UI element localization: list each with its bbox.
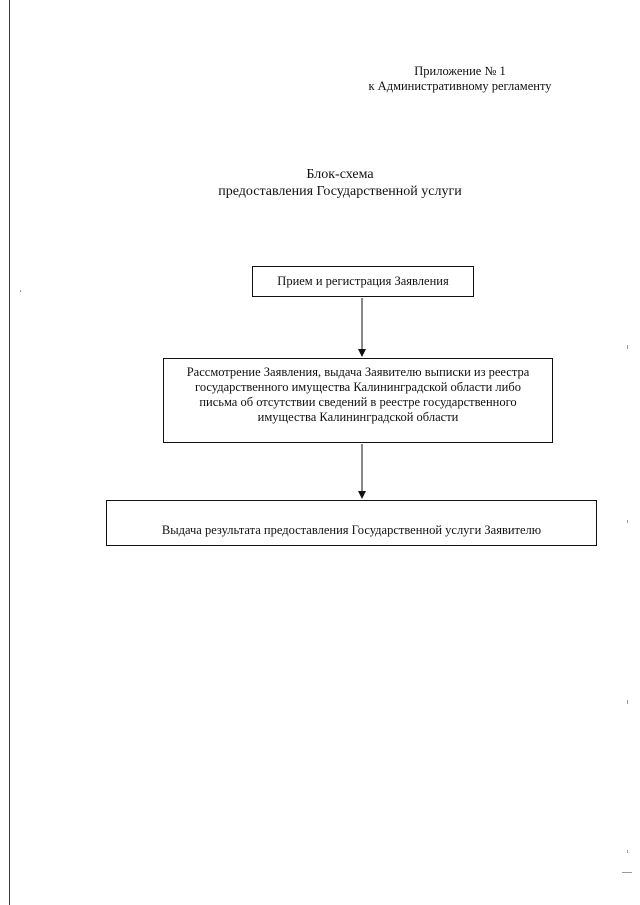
appendix-note bbox=[330, 64, 590, 94]
appendix-number: Приложение № 1 bbox=[414, 64, 506, 78]
flow-step-2-line-4: имущества Калининградской области bbox=[257, 410, 459, 424]
scan-speck bbox=[627, 850, 628, 853]
scan-speck bbox=[622, 872, 632, 873]
scan-speck bbox=[627, 345, 628, 349]
flow-step-2 bbox=[163, 358, 553, 443]
flow-step-1 bbox=[252, 266, 474, 297]
appendix-reference: к Административному регламенту bbox=[368, 79, 552, 93]
flow-step-1-text: Прием и регистрация Заявления bbox=[277, 274, 449, 288]
diagram-title bbox=[170, 166, 510, 200]
flow-step-2-line-3: письма об отсутствии сведений в реестре государственного bbox=[199, 395, 517, 409]
flow-step-3 bbox=[106, 500, 597, 546]
title-line-1: Блок-схема bbox=[306, 167, 374, 182]
page-edge-line bbox=[9, 0, 10, 905]
flow-step-2-line-1: Рассмотрение Заявления, выдача Заявителю выписки из реестра bbox=[186, 365, 530, 379]
scan-speck bbox=[627, 700, 628, 704]
scan-speck bbox=[627, 520, 628, 523]
scan-speck bbox=[20, 290, 21, 292]
title-line-2: предоставления Государственной услуги bbox=[218, 184, 462, 199]
flow-step-2-line-2: государственного имущества Калининградской области либо bbox=[195, 380, 521, 394]
flow-step-3-text: Выдача результата предоставления Государственной услуги Заявителю bbox=[161, 523, 542, 537]
